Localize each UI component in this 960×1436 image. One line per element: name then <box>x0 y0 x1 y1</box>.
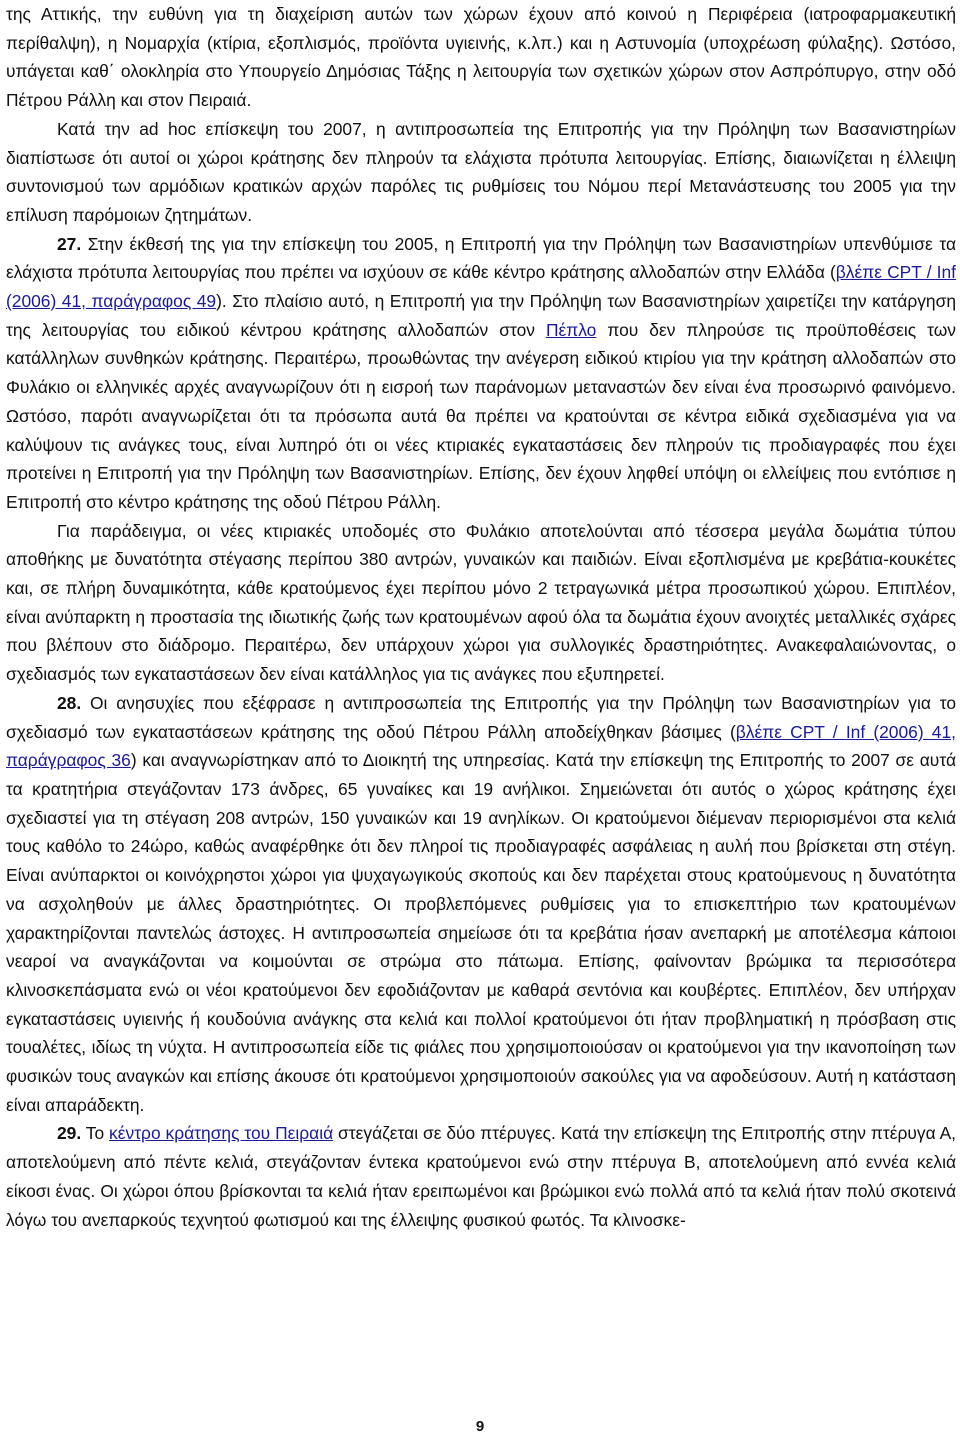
paragraph-number: 29. <box>57 1123 82 1144</box>
page-number: 9 <box>475 1418 485 1435</box>
paragraph-text: Το <box>81 1123 110 1144</box>
paragraph-text: που δεν πληρούσε τις προϋποθέσεις των κατάλληλων συνθηκών κράτησης. Περαιτέρω, προωθώντας την ανέγερση ειδικού κτιρίου για την κράτηση αλλοδαπών στο Φυλάκιο οι ελληνικές αρχές αναγνωρίζουν ότι η εισροή των παράνομων μεταναστών δεν είναι ένα προσωρινό φαινόμενο. Ωστόσο, παρότι αναγνωρίζεται ότι τα πρόσωπα αυτά θα πρέπει να κρατούνται σε κέντρα ειδικά σχεδιασμένα για να καλύψουν τις ανάγκες τους, είναι λυπηρό ότι οι νέες κτιριακές εγκαταστάσεις δεν πληρούν τις προδιαγραφές που έχει προτείνει η Επιτροπή για την Πρόληψη των Βασανιστηρίων. Επίσης, δεν έχουν ληφθεί υπόψη οι ελλείψεις που εντόπισε η Επιτροπή στο κέντρο κράτησης της οδού Πέτρου Ράλλη. <box>6 319 956 512</box>
paragraph-text: Στην έκθεσή της για την επίσκεψη του 2005, η Επιτροπή για την Πρόληψη των Βασανιστηρίων υπενθύμισε τα ελάχιστα πρότυπα λειτουργίας που πρέπει να ισχύουν σε κάθε κέντρο κράτησης αλλοδαπών στην Ελλάδα ( <box>6 233 956 283</box>
paragraph-29 <box>6 1119 956 1234</box>
document-page <box>6 0 956 1234</box>
paragraph-number: 27. <box>57 233 82 254</box>
paragraph-continuation <box>6 0 956 115</box>
reference-link[interactable]: βλέπε CPT / Inf (2006) 41, παράγραφος 36 <box>6 721 956 771</box>
paragraph-example <box>6 517 956 689</box>
paragraph-text: Οι ανησυχίες που εξέφρασε η αντιπροσωπεία της Επιτροπής για την Πρόληψη των Βασανιστηρίων για το σχεδιασμό των εγκαταστάσεων κράτησης της οδού Πέτρου Ράλλη αποδείχθηκαν βάσιμες ( <box>6 692 956 742</box>
paragraph-28 <box>6 689 956 1120</box>
paragraph-text: της Αττικής, την ευθύνη για τη διαχείριση αυτών των χώρων έχουν από κοινού η Περιφέρεια (ιατροφαρμακευτική περίθαλψη), η Νομαρχία (κτίρια, εξοπλισμός, προϊόντα υγιεινής, κ.λπ.) και η Αστυνομία (υποχρέωση φύλαξης). Ωστόσο, υπάγεται καθ΄ ολοκληρία στο Υπουργείο Δημόσιας Τάξης η λειτουργία των σχετικών χώρων στον Ασπρόπυργο, στην οδό Πέτρου Ράλλη και στον Πειραιά. <box>6 4 956 111</box>
paragraph-text: στεγάζεται σε δύο πτέρυγες. Κατά την επίσκεψη της Επιτροπής στην πτέρυγα Α, αποτελούμενη από πέντε κελιά, στεγάζονταν έντεκα κρατούμενοι ενώ στην πτέρυγα Β, αποτελούμενη από εννέα κελιά είκοσι ένας. Οι χώροι όπου βρίσκονται τα κελιά ήταν ερειπωμένοι και βρώμικοι ενώ πολλά από τα κελιά ήταν πολύ σκοτεινά λόγω του ανεπαρκούς τεχνητού φωτισμού και της έλλειψης φυσικού φωτός. Τα κλινοσκε- <box>6 1123 957 1230</box>
paragraph-text: Για παράδειγμα, οι νέες κτιριακές υποδομές στο Φυλάκιο αποτελούνται από τέσσερα μεγάλα δωμάτια τύπου αποθήκης με δυνατότητα στέγασης περίπου 380 αντρών, γυναικών και παιδιών. Είναι εξοπλισμένα με κρεβάτια-κουκέτες και, σε πλήρη δυναμικότητα, κάθε κρατούμενος έχει περίπου μόνο 2 τετραγωνικά μέτρα προσωπικού χώρου. Επιπλέον, είναι ανύπαρκτη η προστασία της ιδιωτικής ζωής των κρατουμένων αφού όλα τα δωμάτια έχουν ανοιχτές μεταλλικές σχάρες που βλέπουν στο διάδρομο. Περαιτέρω, δεν υπάρχουν χώροι για συλλογικές δραστηριότητες. Ανακεφαλαιώνοντας, ο σχεδιασμός των εγκαταστάσεων δεν είναι κατάλληλος για τις ανάγκες που εξυπηρετεί. <box>6 520 956 685</box>
paragraph-number: 28. <box>57 692 82 713</box>
paragraph-adhoc-visit <box>6 115 956 230</box>
paragraph-text: ). Στο πλαίσιο αυτό, η Επιτροπή για την Πρόληψη των Βασανιστηρίων χαιρετίζει την κατάργηση της λειτουργίας του ειδικού κέντρου κράτησης αλλοδαπών στον <box>6 291 956 340</box>
piraeus-center-link[interactable]: κέντρο κράτησης του Πειραιά <box>109 1123 334 1144</box>
paragraph-text: ) και αναγνωρίστηκαν από το Διοικητή της υπηρεσίας. Κατά την επίσκεψη της Επιτροπής το 2007 σε αυτά τα κρατητήρια στεγάζονταν 173 άνδρες, 65 γυναίκες και 19 ανήλικοι. Σημειώνεται ότι αυτός ο χώρος κράτησης έχει σχεδιαστεί για τη στέγαση 208 αντρών, 150 γυναικών και 19 ανηλίκων. Οι κρατούμενοι διέμεναν περιορισμένοι στα κελιά τους καθόλο το 24ώρο, καθώς αναφέρθηκε ότι δεν πληροί τις προδιαγραφές ασφάλειας η αυλή που βρίσκεται στη στέγη. Είναι ανύπαρκτοι οι κοινόχρηστοι χώροι για ψυχαγωγικούς σκοπούς και δεν παρέχεται στους κρατούμενους η δυνατότητα να ασχοληθούν με άλλες δραστηριότητες. Οι προβλεπόμενες ρυθμίσεις για το επισκεπτήριο των κρατουμένων χαρακτηρίζονται παντελώς άστοχες. Η αντιπροσωπεία σημείωσε ότι τα κρεβάτια ήσαν ανεπαρκή με αποτέλεσμα κάποιοι νεαροί να αναγκάζονται να κοιμούνται σε στρώμα στο πάτωμα. Επίσης, φαίνονταν βρώμικα τα περισσότερα κλινοσκεπάσματα ενώ οι νέοι κρατούμενοι δεν εφοδιάζονταν με καθαρά σεντόνια και κουβέρτες. Επιπλέον, δεν υπήρχαν εγκαταστάσεις υγιεινής ή κουδούνια ανάγκης στα κελιά και πολλοί κρατούμενοι ότι ήταν προβληματική η πρόσβαση στις τουαλέτες, ιδίως τη νύχτα. Η αντιπροσωπεία είδε τις φιάλες που χρησιμοποιούσαν οι κρατούμενοι για την ικανοποίηση των φυσικών τους αναγκών και επίσης άκουσε ότι κρατούμενοι χρησιμοποιούν σακούλες για να αφοδεύσουν. Αυτή η κατάσταση είναι απαράδεκτη. <box>6 750 956 1115</box>
paragraph-text: Κατά την ad hoc επίσκεψη του 2007, η αντιπροσωπεία της Επιτροπής για την Πρόληψη των Βασανιστηρίων διαπίστωσε ότι αυτοί οι χώροι κράτησης δεν πληρούν τα ελάχιστα πρότυπα λειτουργίας. Επίσης, διαιωνίζεται η έλλειψη συντονισμού των αρμόδιων κρατικών αρχών παρόλες τις ρυθμίσεις του Νόμου περί Μετανάστευσης του 2005 για την επίλυση παρόμοιων ζητημάτων. <box>6 118 956 225</box>
reference-link[interactable]: βλέπε CPT / Inf (2006) 41, παράγραφος 49 <box>6 262 956 312</box>
peplo-link[interactable]: Πέπλο <box>545 319 597 340</box>
paragraph-27 <box>6 230 956 517</box>
